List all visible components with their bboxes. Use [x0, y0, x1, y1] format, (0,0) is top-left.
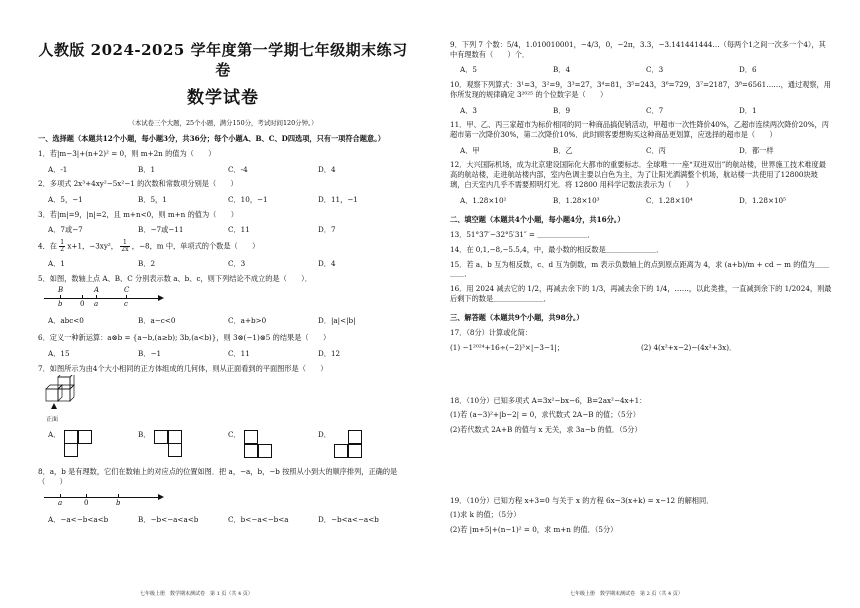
label-c: c: [124, 299, 128, 308]
number-line-q8: [44, 491, 164, 509]
front-label: 正面: [46, 416, 59, 424]
option: C．7: [646, 105, 664, 115]
label-C: C: [124, 285, 130, 294]
label-B: B: [58, 285, 64, 294]
question-7: 7．如图所示为由4个大小相同的正方体组成的几何体，则从正面看到的平面图形是（ ）: [38, 363, 328, 373]
tick: [118, 494, 119, 498]
cubes-diagram: [42, 375, 102, 413]
question-4-options: [38, 259, 408, 269]
question-18: 18．（10分）已知多项式 A=3x²−bx−6，B=2ax²−4x+1：: [450, 395, 647, 405]
option: D．1.28×10⁵: [739, 195, 787, 205]
label-b: b: [116, 498, 121, 507]
option: C．丙: [646, 145, 666, 155]
option: D．12: [318, 348, 341, 358]
q4-prefix: 4．在: [38, 241, 57, 251]
exam-note: （本试卷三个大题，25个小题，满分150分，考试时间120分钟。）: [128, 119, 318, 128]
question-6: 6．定义一种新运算：a⊗b = {a−b,(a≥b); 3b,(a<b)}，则 3⊗(−1)⊗5 的结果是（ ）: [38, 333, 331, 343]
shape-c: [245, 430, 273, 457]
label-zero: 0: [84, 498, 89, 507]
option: C．3: [646, 65, 664, 75]
shape-b: [154, 430, 182, 457]
option: B．a−c<0: [138, 315, 176, 325]
option: D．4: [318, 164, 336, 174]
option: A．甲: [460, 145, 480, 155]
option: D．|a|<|b|: [318, 315, 356, 325]
option: A．3: [460, 105, 477, 115]
question-12-options: [450, 196, 832, 206]
fraction-half: $\frac{1}{2}$: [60, 239, 65, 254]
question-11-options: [450, 146, 832, 156]
question-5-options: [38, 316, 408, 326]
tick: [96, 295, 97, 299]
option: A．abc<0: [48, 315, 84, 325]
question-7-options: [38, 430, 408, 457]
option: C．10，−1: [228, 194, 268, 204]
option: B．2: [138, 259, 156, 269]
option: D．−b<a<−a<b: [318, 514, 379, 524]
q4-items: x+1，−3xy²，: [67, 241, 118, 251]
tick: [60, 295, 61, 299]
question-6-options: [38, 349, 408, 359]
option: C．11: [228, 348, 250, 358]
option: D．11，−1: [318, 194, 358, 204]
number-line-q5: [44, 285, 164, 310]
q17-part-1: (1) −1²⁰²⁴+16÷(−2)³×|−3−1|；: [450, 342, 565, 352]
option: C．-4: [228, 164, 248, 174]
option: A．−a<−b<a<b: [48, 514, 109, 524]
exam-title: 人教版 2024-2025 学年度第一学期七年级期末练习卷: [38, 41, 408, 80]
exam-subtitle: 数学试卷: [187, 87, 259, 108]
question-3-options: [38, 225, 408, 235]
arrow-up-icon: [51, 403, 57, 409]
option: C．3: [228, 259, 246, 269]
option-a: A．: [48, 430, 138, 457]
axis-line: [44, 497, 162, 498]
question-13: 13．51°37′−32°5′31″ = ＿＿＿＿＿＿＿．: [450, 230, 595, 240]
option: A．1.28×10²: [460, 195, 507, 205]
option: D．4: [318, 259, 336, 269]
tick: [82, 295, 83, 299]
shape-a: [64, 430, 92, 457]
option: D．7: [318, 225, 336, 235]
label-b: b: [58, 299, 63, 308]
question-1: 1．若|m−3|+(n+2)² = 0，则 m+2n 的值为（ ）: [38, 148, 216, 158]
question-10-options: [450, 106, 832, 116]
fraction-one-over-2x: $\frac{1}{2x}$: [121, 239, 129, 254]
question-16: 16．用 2024 减去它的 1/2，再减去余下的 1/3，再减去余下的 1/4，……，以此类推，一直减到余下的 1/2024，则最后剩下的数是＿＿＿＿＿＿＿．: [450, 283, 832, 303]
question-11: 11．甲、乙、丙三家超市为标价相同的同一种商品搞促销活动，甲超市一次性降价40%，乙超市连续两次降价20%，丙超市第一次降价30%，第二次降价10%．此时顾客要想购买这种商品更划算，应选择的超市是（ ）: [450, 120, 829, 140]
tick: [86, 494, 87, 498]
option: A．7或−7: [48, 225, 83, 235]
q18-part-2: (2)若代数式 2A+B 的值与 x 无关，求 3a−b 的值．（5分）: [450, 424, 642, 434]
option: C．1.28×10⁴: [646, 195, 693, 205]
option: B．−b<−a<a<b: [138, 514, 199, 524]
section-2-heading: 二、填空题（本题共4个小题，每小题4分，共16分。）: [450, 215, 625, 225]
option: C．11: [228, 225, 250, 235]
axis-line: [44, 298, 162, 299]
question-4: [38, 240, 408, 253]
option: B．1: [138, 164, 156, 174]
option: B．乙: [553, 145, 573, 155]
option: A．1: [48, 259, 65, 269]
question-15: 15．若 a、b 互为相反数，c、d 互为倒数，m 表示负数轴上的点到原点距离为 4，求 (a+b)/m + cd − m 的值为＿＿＿＿．: [450, 259, 830, 279]
option-b: B．: [138, 430, 228, 457]
option-c: C．: [228, 430, 318, 457]
option: B．1.28×10³: [553, 195, 600, 205]
page-footer: 七年级上册 数学期末测试卷 第 2 页（共 4 页）: [570, 591, 683, 598]
option: B．9: [553, 105, 571, 115]
question-5: 5．如图，数轴上点 A、B、C 分别表示数 a、b、c，则下列结论不成立的是（ ）．: [38, 273, 312, 283]
tick: [60, 494, 61, 498]
option: D．都一样: [739, 145, 774, 155]
tick: [126, 295, 127, 299]
question-1-options: [38, 165, 408, 175]
label-a: a: [58, 498, 63, 507]
question-9-options: [450, 65, 832, 75]
arrow-right-icon: [158, 494, 164, 500]
option: A．5: [460, 65, 477, 75]
section-3-heading: 三、解答题（本题共9个小题，共98分。）: [450, 313, 584, 323]
question-10: 10．观察下列算式：3¹=3，3²=9，3³=27，3⁴=81，3⁵=243，3⁶=729，3⁷=2187，3⁸=6561……，通过观察，用你所发现的规律确定 3²⁰²⁵ 的个位数字是（ ）: [450, 80, 831, 99]
q17-part-2: (2) 4(x²+x−2)−(4x²+3x)．: [641, 342, 737, 352]
q4-suffix: ，−8，m 中，单项式的个数是（ ）: [131, 241, 260, 251]
option: D．1: [739, 105, 757, 115]
question-2-options: [38, 195, 408, 205]
page-footer: 七年级上册 数学期末测试卷 第 1 页（共 4 页）: [140, 591, 253, 598]
question-8: 8．a，b 是有理数，它们在数轴上的对应点的位置如图．把 a，−a，b，−b 按照从小到大的顺序排列，正确的是（ ）: [38, 467, 398, 486]
option-d: D．: [318, 430, 408, 457]
option: A．5，−1: [48, 194, 83, 204]
question-3: 3．若|m|=9，|n|=2，且 m+n<0，则 m+n 的值为（ ）: [38, 209, 238, 219]
question-8-options: [38, 515, 408, 525]
arrow-right-icon: [158, 295, 164, 301]
question-14: 14．在 0,1,−8,−5.5,4，中，最小数的相反数是＿＿＿＿＿＿＿．: [450, 244, 664, 254]
section-1-heading: 一、选择题（本题共12个小题，每小题3分，共36分；每个小题A、B、C、D四选项，只有一项符合题意。）: [38, 134, 385, 144]
question-12: 12．大兴国际机场，成为北京建设国际化大都市的重要标志．全球唯一一座“双进双出”的航站楼，世界施工技术难度最高的航站楼，走进航站楼内部，室内色调主要以白色为主，为了让阳光洒满整个机场，航站楼一共使用了12800块玻璃，白天室内几乎不需要照明灯光．将 12800 用科学记数法表示为（ ）: [450, 160, 826, 189]
option: B．5，1: [138, 194, 167, 204]
option: A．15: [48, 348, 70, 358]
label-zero: 0: [80, 299, 85, 308]
option: C．a+b>0: [228, 315, 267, 325]
q19-part-2: (2)若 |m+5|+(n−1)² = 0，求 m+n 的值．（5分）: [450, 525, 618, 535]
option: B．−1: [138, 348, 162, 358]
option: A．-1: [48, 164, 68, 174]
question-9: 9．下列 7 个数：5/4，1.010010001，−4/3，0，−2π，3.3，−3.141441444…（每两个1之间一次多一个4），其中有理数有（ ）个．: [450, 40, 826, 59]
q19-part-1: (1)求 k 的值；（5分）: [450, 510, 521, 520]
option: C．b<−a<−b<a: [228, 514, 289, 524]
shape-d: [335, 430, 363, 457]
page-right: [430, 0, 860, 608]
cube-solid-figure: [42, 375, 408, 424]
question-2: 2．多项式 2x³+4xy²−5x²−1 的次数和常数项分别是（ ）: [38, 179, 238, 189]
question-17: 17．（8分）计算或化简：: [450, 328, 532, 338]
question-17-parts: [450, 343, 832, 353]
option: D．6: [739, 65, 757, 75]
option: B．4: [553, 65, 571, 75]
option: B．−7或−11: [138, 225, 184, 235]
q18-part-1: (1)若 (a−3)²+|b−2| = 0，求代数式 2A−B 的值；（5分）: [450, 410, 640, 420]
question-19: 19．（10分）已知方程 x+3=0 与关于 x 的方程 6x−3(x+k) = x−12 的解相同．: [450, 495, 714, 505]
label-A: A: [94, 285, 100, 294]
label-a: a: [94, 299, 99, 308]
